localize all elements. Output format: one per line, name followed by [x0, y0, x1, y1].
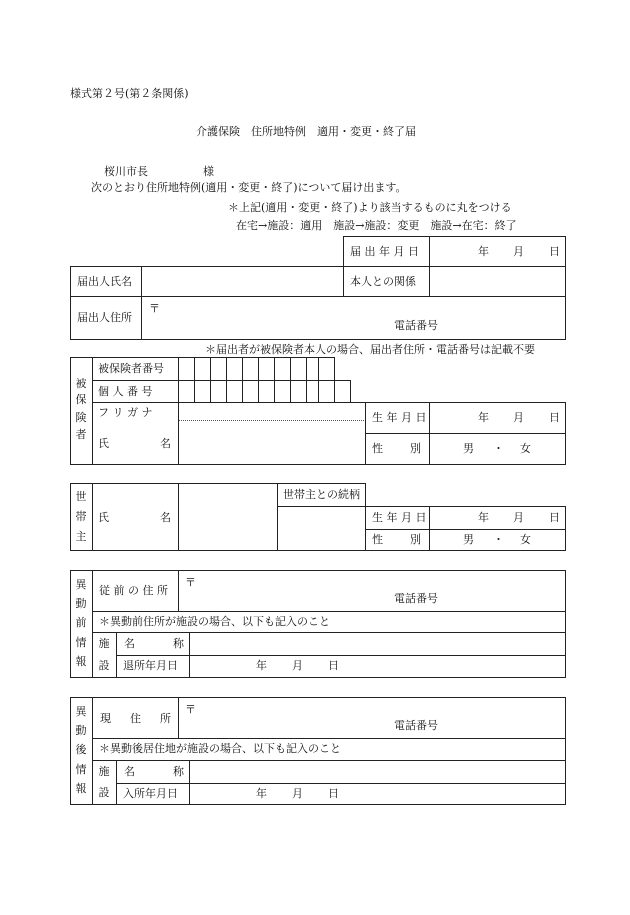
before-exit-date-label: 退所年月日 [123, 659, 178, 672]
note-cases: 在宅→施設：適用 施設→施設：変更 施設→在宅：終了 [236, 219, 517, 232]
householder-birth-year: 年 [478, 511, 489, 524]
postal-mark: 〒 [149, 302, 160, 315]
submitter-footnote: ＊届出者が被保険者本人の場合、届出者住所・電話番号は記載不要 [205, 343, 535, 356]
householder-side-1: 世 [75, 490, 87, 503]
before-side-1: 異 [75, 578, 87, 591]
insured-birth-year: 年 [478, 411, 489, 424]
after-side-2: 動 [75, 724, 87, 737]
insured-side-4: 者 [75, 428, 87, 441]
before-address-label: 従 前 の 住 所 [99, 584, 168, 597]
householder-birth-day: 日 [549, 511, 560, 524]
after-entry-day: 日 [328, 787, 339, 800]
before-phone-label: 電話番号 [394, 592, 438, 605]
householder-sex-label-b: 別 [410, 533, 421, 546]
insured-sex-female[interactable]: 女 [520, 442, 531, 455]
householder-side-2: 帯 [75, 510, 87, 523]
householder-birth-label: 生 年 月 日 [372, 511, 427, 524]
before-side-3: 前 [75, 616, 87, 629]
insured-name-label-b: 名 [160, 437, 171, 450]
householder-relation-field[interactable] [278, 507, 364, 549]
before-exit-day: 日 [328, 659, 339, 672]
insured-side-2: 保 [75, 393, 87, 406]
after-entry-date-label: 入所年月日 [123, 787, 178, 800]
submit-date-label: 届 出 年 月 日 [350, 245, 419, 258]
insured-birth-label: 生 年 月 日 [372, 411, 427, 424]
before-facility-side-1: 施 [98, 637, 110, 650]
after-entry-month: 月 [292, 787, 303, 800]
before-facility-name-field[interactable] [190, 633, 564, 654]
householder-name-label-a: 氏 [98, 511, 109, 524]
statement: 次のとおり住所地特例(適用・変更・終了)について届け出ます。 [91, 181, 407, 194]
submitter-name-label: 届出人氏名 [77, 275, 132, 288]
note-circle: ＊上記(適用・変更・終了)より該当するものに丸をつける [228, 201, 512, 214]
before-facility-side-2: 設 [98, 659, 110, 672]
furigana-label: フ リ ガ ナ [98, 406, 153, 419]
before-address-field[interactable] [179, 571, 564, 610]
after-facility-side-2: 設 [98, 786, 110, 799]
after-side-1: 異 [75, 705, 87, 718]
householder-sex-sep: ・ [493, 533, 504, 546]
insured-birth-month: 月 [513, 411, 524, 424]
householder-birth-month: 月 [513, 511, 524, 524]
after-entry-year: 年 [256, 787, 267, 800]
after-address-field[interactable] [179, 698, 564, 737]
relation-field[interactable] [430, 267, 564, 295]
householder-sex-female[interactable]: 女 [520, 533, 531, 546]
insured-number-label: 被保険者番号 [98, 362, 164, 375]
after-address-label-b: 住 [130, 712, 141, 725]
before-side-4: 情 [75, 636, 87, 649]
submit-date-month: 月 [513, 245, 524, 258]
relation-label: 本人との関係 [350, 275, 416, 288]
personal-number-label: 個 人 番 号 [98, 385, 153, 398]
after-address-label-c: 所 [160, 712, 171, 725]
after-facility-note: ＊異動後居住地が施設の場合、以下も記入のこと [99, 742, 341, 755]
before-postal-mark: 〒 [185, 576, 196, 589]
after-side-5: 報 [75, 782, 87, 795]
after-side-4: 情 [75, 763, 87, 776]
addressee-honorific: 様 [203, 165, 214, 178]
submitter-address-label: 届出人住所 [77, 311, 132, 324]
householder-name-label-b: 名 [160, 511, 171, 524]
householder-sex-male[interactable]: 男 [463, 533, 474, 546]
form-number: 様式第２号(第２条関係) [70, 87, 189, 100]
before-exit-month: 月 [292, 659, 303, 672]
insured-name-field[interactable] [179, 421, 364, 463]
after-address-label-a: 現 [100, 712, 111, 725]
form-title: 介護保険 住所地特例 適用・変更・終了届 [196, 125, 416, 138]
after-facility-name-a: 名 [124, 765, 135, 778]
before-exit-year: 年 [256, 659, 267, 672]
insured-birth-day: 日 [549, 411, 560, 424]
submit-date-year: 年 [478, 245, 489, 258]
after-side-3: 後 [75, 743, 87, 756]
after-facility-side-1: 施 [98, 765, 110, 778]
after-facility-name-b: 称 [173, 765, 184, 778]
householder-name-field[interactable] [179, 484, 276, 549]
insured-sex-male[interactable]: 男 [463, 442, 474, 455]
before-facility-name-a: 名 [124, 637, 135, 650]
insured-sex-label-a: 性 [372, 442, 383, 455]
insured-side-1: 被 [75, 377, 87, 390]
furigana-field[interactable] [179, 403, 364, 419]
phone-label: 電話番号 [394, 319, 438, 332]
after-postal-mark: 〒 [185, 703, 196, 716]
before-side-5: 報 [75, 655, 87, 668]
after-phone-label: 電話番号 [394, 719, 438, 732]
insured-name-label-a: 氏 [98, 437, 109, 450]
after-facility-name-field[interactable] [190, 761, 564, 782]
before-facility-note: ＊異動前住所が施設の場合、以下も記入のこと [99, 615, 330, 628]
submit-date-day: 日 [549, 245, 560, 258]
submitter-address-field[interactable] [142, 297, 564, 338]
before-facility-name-b: 称 [173, 637, 184, 650]
householder-relation-label: 世帯主との続柄 [283, 488, 360, 501]
householder-sex-label-a: 性 [372, 533, 383, 546]
before-side-2: 動 [75, 597, 87, 610]
insured-sex-label-b: 別 [410, 442, 421, 455]
addressee: 桜川市長 [104, 165, 148, 178]
submitter-name-field[interactable] [142, 267, 342, 295]
insured-side-3: 険 [75, 411, 87, 424]
insured-sex-sep: ・ [493, 442, 504, 455]
householder-side-3: 主 [75, 530, 87, 543]
